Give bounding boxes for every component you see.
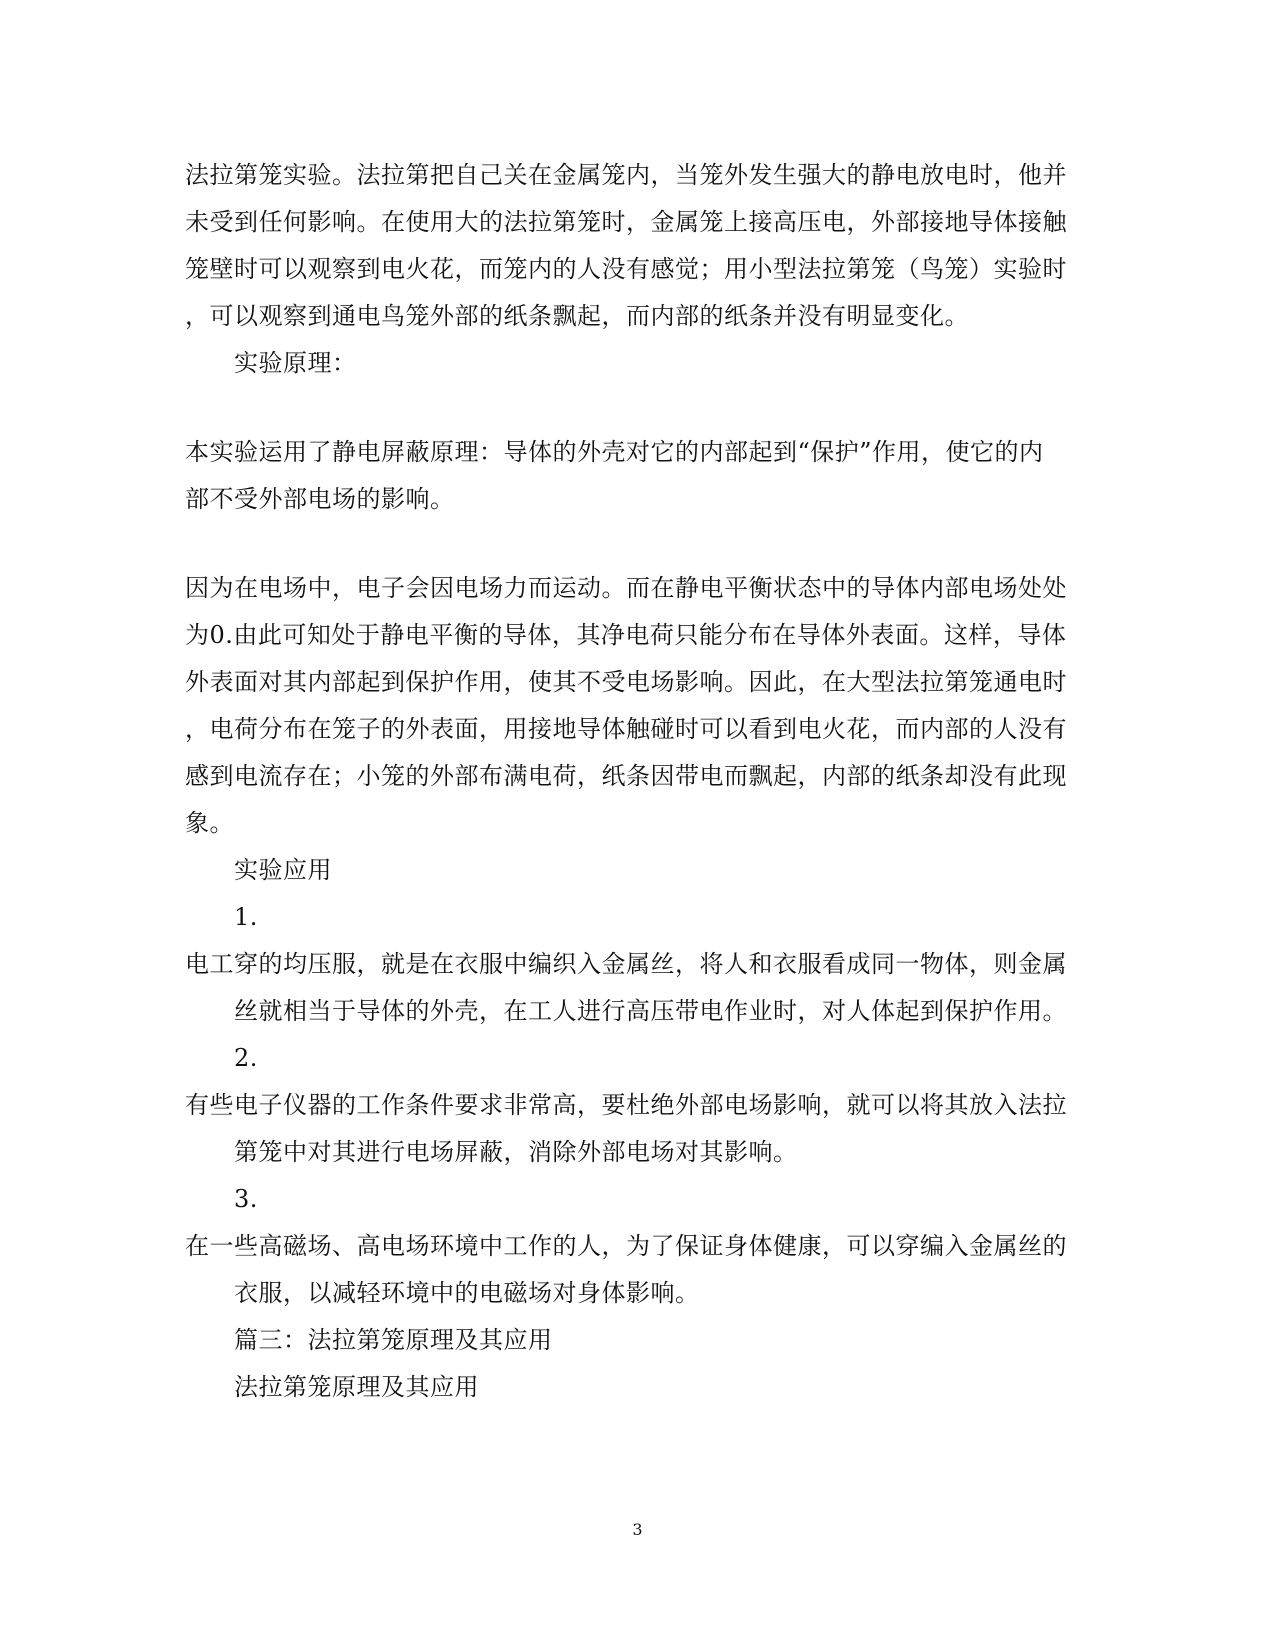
text-line: 电工穿的均压服，就是在衣服中编织入金属丝，将人和衣服看成同一物体，则金属 <box>185 950 1067 978</box>
list-number: 1. <box>234 903 258 931</box>
text-line: 有些电子仪器的工作条件要求非常高，要杜绝外部电场影响，就可以将其放入法拉 <box>185 1091 1067 1119</box>
section-heading: 法拉第笼原理及其应用 <box>234 1373 479 1401</box>
text-line: 衣服，以减轻环境中的电磁场对身体影响。 <box>234 1279 700 1307</box>
text-line: 笼壁时可以观察到电火花，而笼内的人没有感觉；用小型法拉第笼（鸟笼）实验时 <box>185 255 1067 283</box>
text-line: 为0.由此可知处于静电平衡的导体，其净电荷只能分布在导体外表面。这样，导体 <box>185 621 1067 649</box>
section-heading: 篇三：法拉第笼原理及其应用 <box>234 1326 553 1354</box>
page-number: 3 <box>632 1520 643 1539</box>
text-line: 丝就相当于导体的外壳，在工人进行高压带电作业时，对人体起到保护作用。 <box>234 997 1067 1025</box>
text-line: 本实验运用了静电屏蔽原理：导体的外壳对它的内部起到“保护”作用，使它的内 <box>185 438 1044 466</box>
text-line: 法拉第笼实验。法拉第把自己关在金属笼内，当笼外发生强大的静电放电时，他并 <box>185 161 1067 189</box>
text-line: 部不受外部电场的影响。 <box>185 485 455 513</box>
text-line: 感到电流存在；小笼的外部布满电荷，纸条因带电而飘起，内部的纸条却没有此现 <box>185 762 1067 790</box>
text-line: ，可以观察到通电鸟笼外部的纸条飘起，而内部的纸条并没有明显变化。 <box>185 302 969 330</box>
section-heading: 实验原理： <box>234 349 357 377</box>
section-heading: 实验应用 <box>234 856 332 884</box>
list-number: 2. <box>234 1044 258 1072</box>
text-line: 在一些高磁场、高电场环境中工作的人，为了保证身体健康，可以穿编入金属丝的 <box>185 1232 1067 1260</box>
text-line: 未受到任何影响。在使用大的法拉第笼时，金属笼上接高压电，外部接地导体接触 <box>185 208 1067 236</box>
list-number: 3. <box>234 1185 258 1213</box>
text-line: 第笼中对其进行电场屏蔽，消除外部电场对其影响。 <box>234 1138 798 1166</box>
text-line: ，电荷分布在笼子的外表面，用接地导体触碰时可以看到电火花，而内部的人没有 <box>185 715 1067 743</box>
text-line: 因为在电场中，电子会因电场力而运动。而在静电平衡状态中的导体内部电场处处 <box>185 574 1067 602</box>
text-line: 象。 <box>185 809 234 837</box>
text-line: 外表面对其内部起到保护作用，使其不受电场影响。因此，在大型法拉第笼通电时 <box>185 668 1067 696</box>
